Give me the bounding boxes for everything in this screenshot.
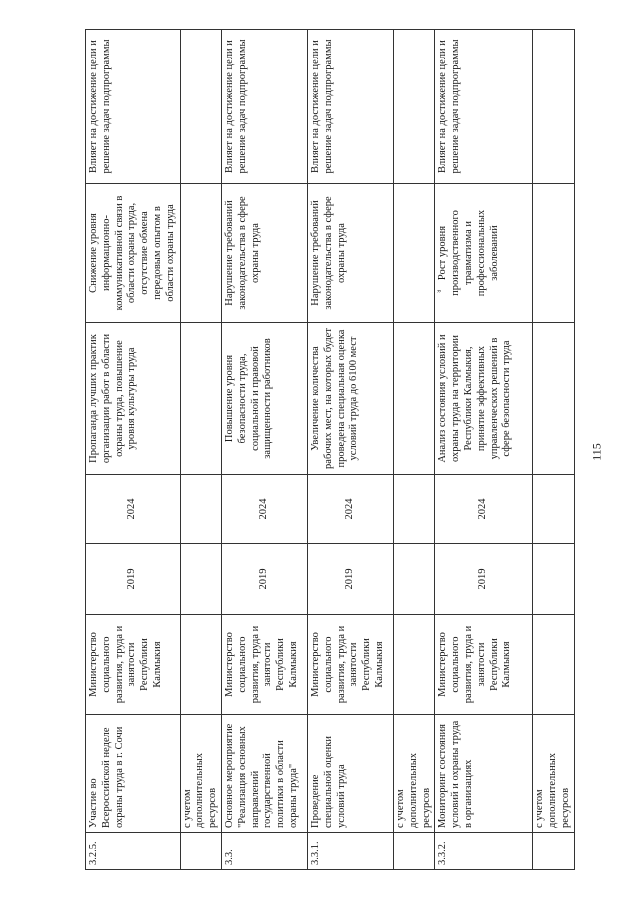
indicator-link: Влияет на достижение цели и решение задач подпрограммы — [307, 30, 393, 184]
table-row — [307, 30, 393, 870]
row-number: 3.3.1. — [307, 833, 393, 870]
activity-name: Основное мероприятие "Реализация основных направлений государственной политики в области охраны труда" — [221, 715, 307, 833]
row-number: 3.2.5. — [86, 833, 181, 870]
row-number: 3.3.2. — [435, 833, 533, 870]
empty-cell — [393, 475, 434, 544]
additional-resources-note: с учетом дополнительных ресурсов — [180, 715, 221, 833]
empty-cell — [180, 544, 221, 615]
empty-cell — [393, 30, 434, 184]
empty-cell — [180, 323, 221, 475]
table-row — [221, 30, 307, 870]
empty-cell — [533, 30, 574, 184]
start-year: 2019 — [86, 544, 181, 615]
indicator-link: Влияет на достижение цели и решение задач подпрограммы — [435, 30, 533, 184]
activity-name: Участие во Всероссийской неделе охраны труда в г. Сочи — [86, 715, 181, 833]
expected-result: Пропаганда лучших практик организации работ в области охраны труда, повышение уровня культуры труда — [86, 323, 181, 475]
start-year: 2019 — [435, 544, 533, 615]
note-row — [180, 30, 221, 870]
end-year: 2024 — [221, 475, 307, 544]
start-year: 2019 — [221, 544, 307, 615]
program-activities-table — [85, 29, 575, 870]
empty-cell — [393, 544, 434, 615]
additional-resources-note: с учетом дополнительных ресурсов — [533, 715, 574, 833]
empty-cell — [533, 544, 574, 615]
empty-cell — [533, 615, 574, 715]
empty-cell — [533, 833, 574, 870]
table-row — [435, 30, 533, 870]
start-year: 2019 — [307, 544, 393, 615]
table-row — [86, 30, 181, 870]
executor: Министерство социального развития, труда и занятости Республики Калмыкия — [307, 615, 393, 715]
indicator-link: Влияет на достижение цели и решение задач подпрограммы — [221, 30, 307, 184]
end-year: 2024 — [435, 475, 533, 544]
stray-mark: „ — [437, 283, 441, 293]
end-year: 2024 — [307, 475, 393, 544]
table-body — [86, 30, 575, 870]
risk-consequence: Нарушение требований законодательства в сфере охраны труда — [221, 184, 307, 323]
page-number: 115 — [589, 443, 604, 461]
note-row — [533, 30, 574, 870]
empty-cell — [393, 184, 434, 323]
activity-name: Мониторинг состояния условий и охраны труда в организациях — [435, 715, 533, 833]
additional-resources-note: с учетом дополнительных ресурсов — [393, 715, 434, 833]
empty-cell — [180, 30, 221, 184]
empty-cell — [533, 184, 574, 323]
rotated-page-content — [85, 30, 571, 870]
expected-result: Увеличение количества рабочих мест, на которых будет проведена специальная оценка условий труда до 6100 мест — [307, 323, 393, 475]
empty-cell — [393, 323, 434, 475]
executor: Министерство социального развития, труда и занятости Республики Калмыкия — [221, 615, 307, 715]
empty-cell — [533, 323, 574, 475]
note-row — [393, 30, 434, 870]
empty-cell — [180, 615, 221, 715]
empty-cell — [393, 833, 434, 870]
indicator-link: Влияет на достижение цели и решение задач подпрограммы — [86, 30, 181, 184]
empty-cell — [393, 615, 434, 715]
expected-result: Анализ состояния условий и охраны труда на территории Республики Калмыкия, принятие эффективных управленческих решений в сфере безопасности труда — [435, 323, 533, 475]
empty-cell — [180, 475, 221, 544]
expected-result: Повышение уровня безопасности труда, социальной и правовой защищенности работников — [221, 323, 307, 475]
risk-consequence: Снижение уровня информационно-коммуникативной связи в области охраны труда, отсутствие обмена передовым опытом в области охраны труда — [86, 184, 181, 323]
empty-cell — [180, 184, 221, 323]
empty-cell — [533, 475, 574, 544]
end-year: 2024 — [86, 475, 181, 544]
risk-consequence: Нарушение требований законодательства в сфере охраны труда — [307, 184, 393, 323]
executor: Министерство социального развития, труда и занятости Республики Калмыкия — [435, 615, 533, 715]
executor: Министерство социального развития, труда и занятости Республики Калмыкия — [86, 615, 181, 715]
risk-consequence: Рост уровня производственного травматизма и профессиональных заболеваний — [435, 184, 533, 323]
row-number: 3.3. — [221, 833, 307, 870]
empty-cell — [180, 833, 221, 870]
activity-name: Проведение специальной оценки условий труда — [307, 715, 393, 833]
